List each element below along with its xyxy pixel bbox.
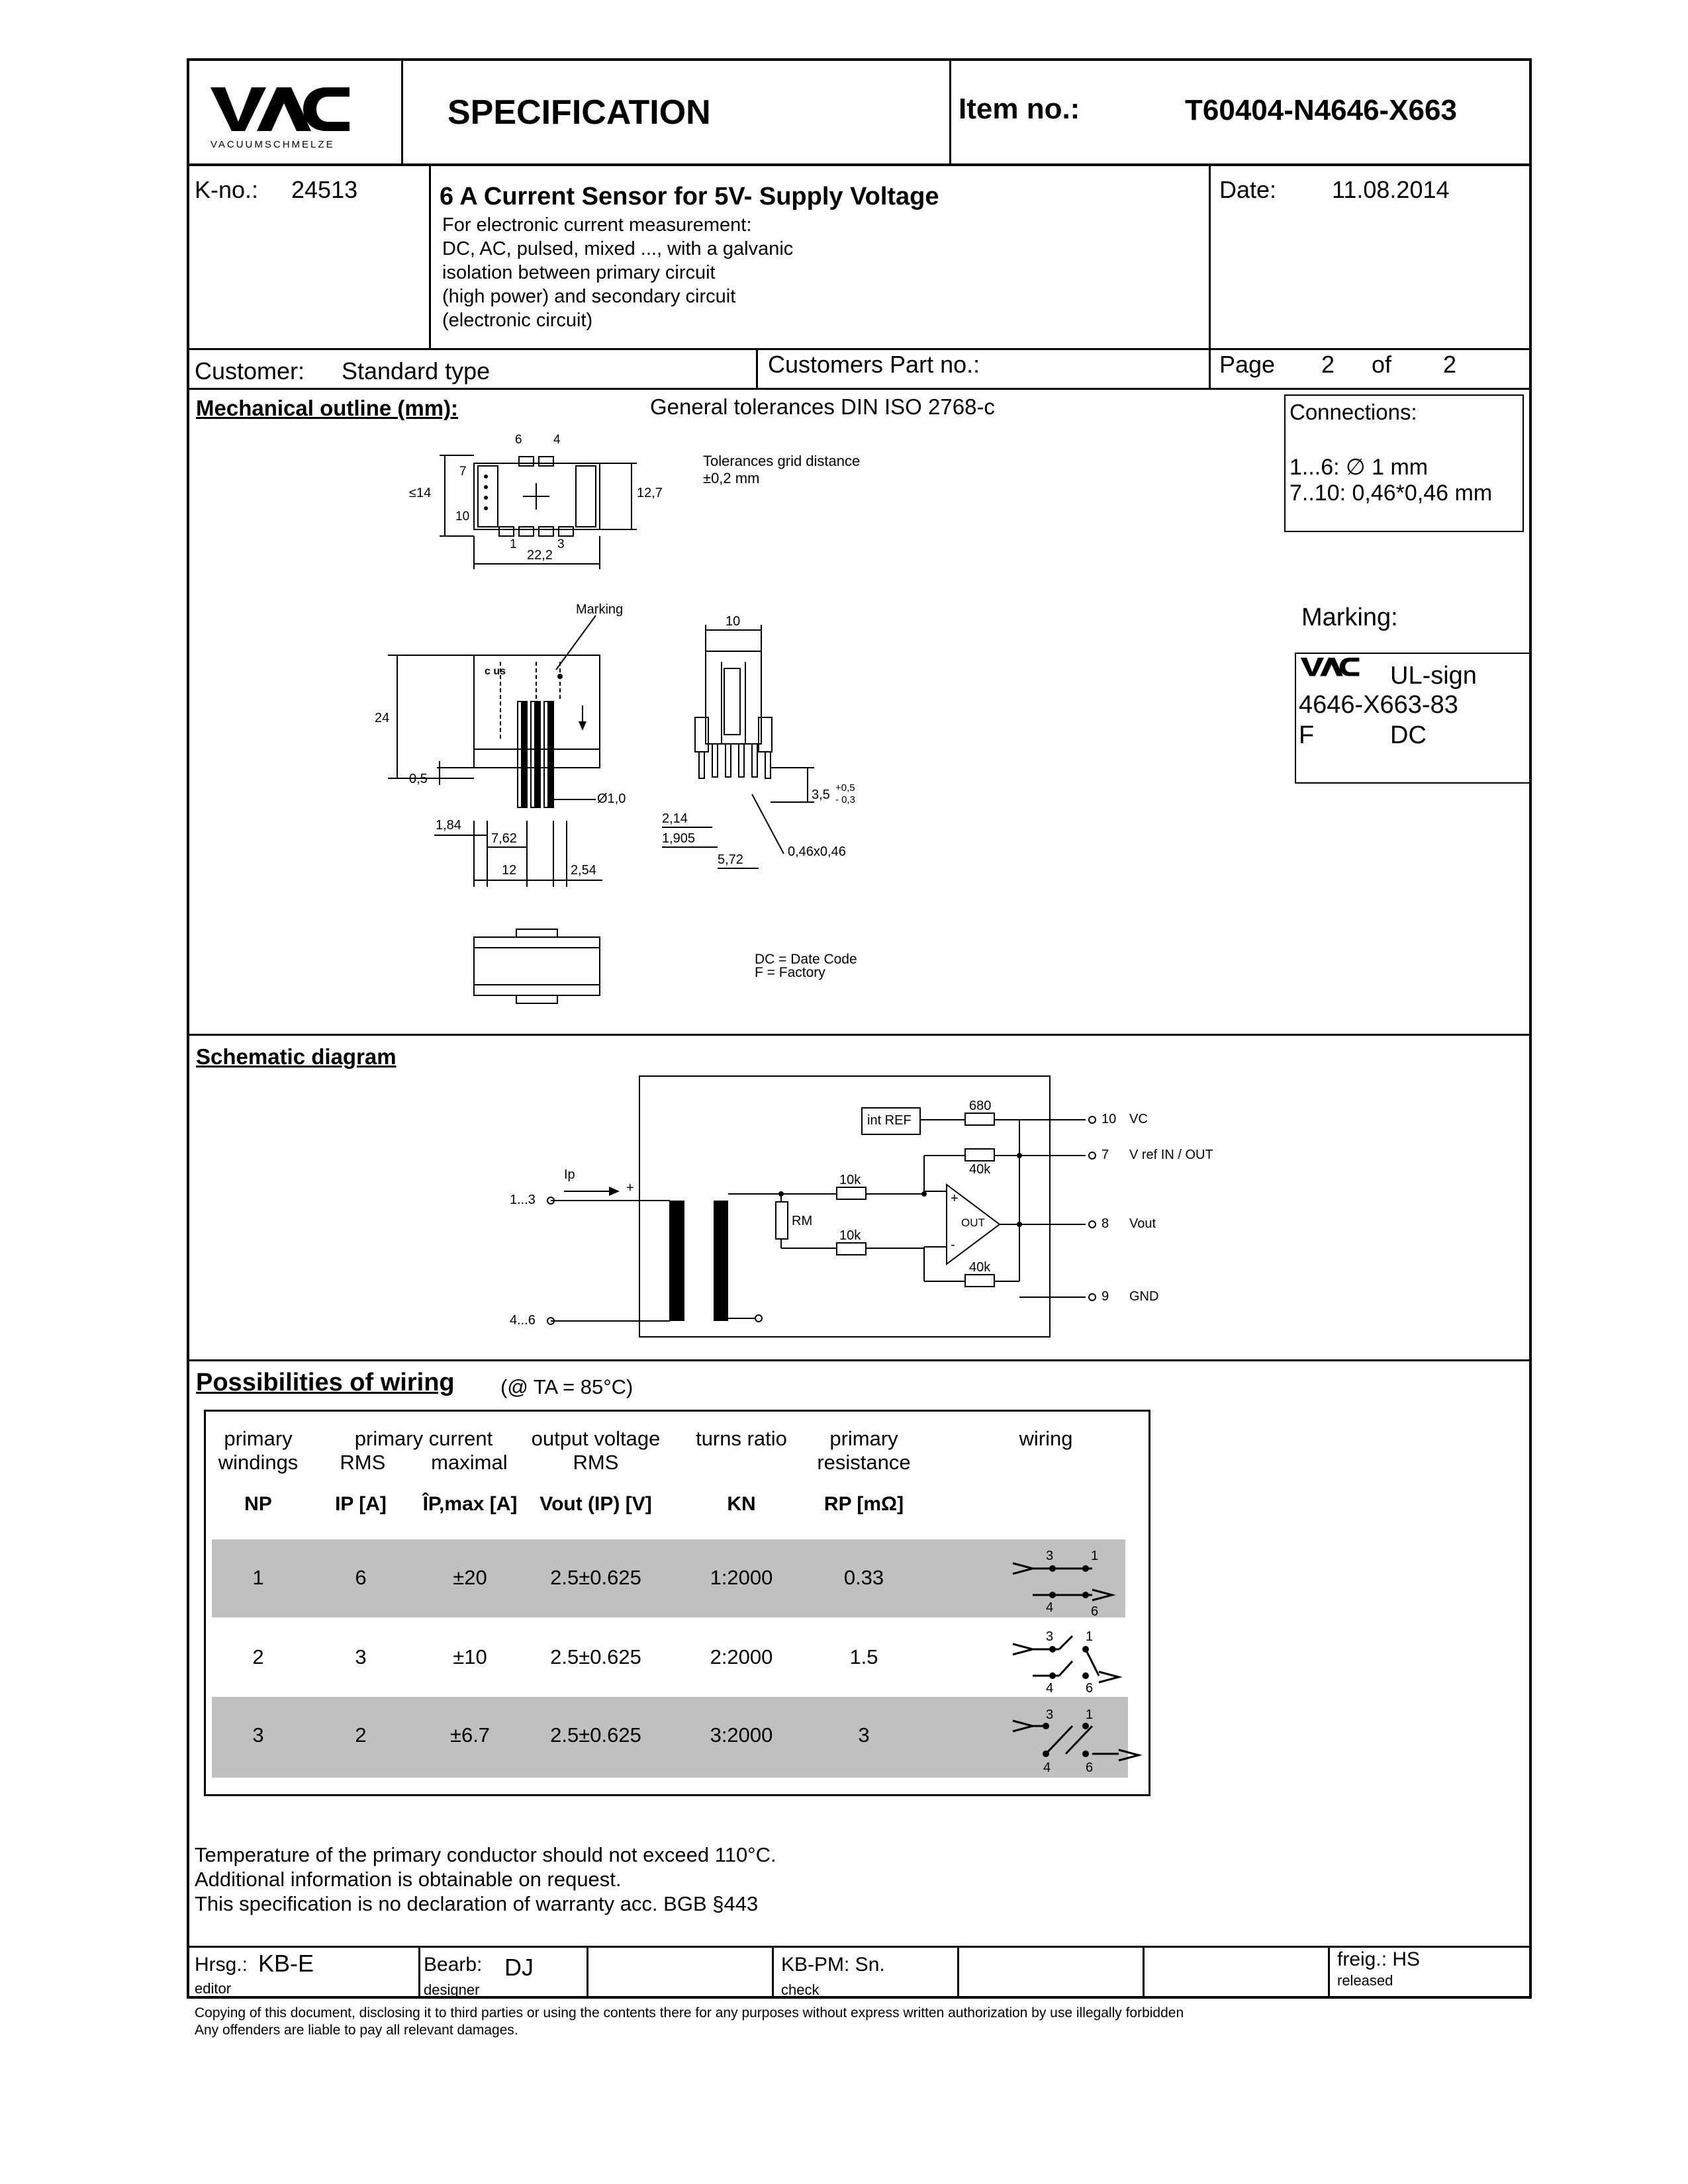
dim-1-905: 1,905	[662, 831, 696, 846]
mechanical-heading: Mechanical outline (mm):	[196, 396, 459, 420]
cell-kn: 1:2000	[710, 1566, 773, 1589]
dim-diameter: Ø1,0	[597, 792, 626, 806]
note-line: This specification is no declaration of warranty acc. BGB §443	[195, 1892, 759, 1915]
sym-ipmax: ÎP,max [A]	[422, 1493, 518, 1515]
wire-pin3-r2: 3	[1046, 1629, 1054, 1644]
kbpm-label: KB-PM: Sn.	[781, 1954, 885, 1976]
bearb-label: Bearb:	[424, 1954, 483, 1976]
header-divider-bottom	[187, 163, 1532, 166]
item-number: T60404-N4646-X663	[1185, 94, 1457, 126]
dim-3-5: 3,5	[812, 788, 830, 802]
plus-label: +	[626, 1181, 634, 1195]
wire-pin1-r1: 1	[1091, 1549, 1099, 1563]
general-tolerances: General tolerances DIN ISO 2768-c	[650, 394, 995, 419]
vref-label: V ref IN / OUT	[1129, 1148, 1213, 1162]
sym-ip: IP [A]	[335, 1493, 387, 1515]
cell-kn: 2:2000	[710, 1645, 773, 1668]
footer-div-2	[586, 1946, 588, 1999]
dim-tol-minus: - 0,3	[835, 794, 856, 805]
pin-7-label: 7	[1102, 1148, 1109, 1162]
sym-vout: Vout (IP) [V]	[539, 1493, 652, 1515]
cell-np: 2	[252, 1645, 264, 1668]
product-title: 6 A Current Sensor for 5V- Supply Voltage	[440, 183, 939, 210]
dim-5-72: 5,72	[718, 852, 743, 867]
dim-1: 1	[510, 537, 517, 551]
dim-2-54: 2,54	[571, 863, 596, 878]
logo-subtitle: VACUUMSCHMELZE	[211, 139, 335, 150]
pin-9-label: 9	[1102, 1289, 1109, 1304]
info-divider-date	[1209, 165, 1211, 389]
connections-title: Connections:	[1289, 400, 1417, 424]
hdr-primary-windings	[205, 1427, 311, 1475]
wire-pin4-r1: 4	[1046, 1600, 1054, 1615]
hrsg-value: KB-E	[258, 1950, 314, 1977]
r40k-top-label: 40k	[969, 1162, 991, 1177]
info-divider-kno	[429, 165, 431, 349]
dim-10: 10	[455, 510, 470, 523]
r680-label: 680	[969, 1099, 992, 1113]
header-divider-1	[401, 58, 403, 165]
copyright-line-1: Copying of this document, disclosing it to third parties or using the contents there for any purposes without express written authorization by use illegally forbidden	[195, 2005, 1184, 2021]
header-divider-2	[949, 58, 951, 165]
hdr-turns-ratio	[682, 1427, 801, 1451]
desc-line: (electronic circuit)	[442, 310, 593, 331]
marking-dc: DC	[1390, 721, 1427, 749]
connections-line2: 7..10: 0,46*0,46 mm	[1289, 480, 1493, 506]
page-of: of	[1372, 351, 1392, 378]
cell-vout: 2.5±0.625	[550, 1566, 641, 1589]
footer-div-3	[772, 1946, 774, 1999]
dim-12: 12	[502, 863, 517, 878]
wire-pin3-r1: 3	[1046, 1549, 1054, 1563]
hdr-l2: RMS maximal	[340, 1451, 508, 1474]
r40k-bottom-label: 40k	[969, 1260, 991, 1275]
customer-label: Customer:	[195, 357, 305, 385]
f-note: F = Factory	[755, 965, 825, 980]
date-value: 11.08.2014	[1332, 176, 1450, 203]
marking-f: F	[1299, 721, 1315, 749]
customer-part-label: Customers Part no.:	[768, 351, 980, 378]
dim-22-2: 22,2	[527, 548, 553, 563]
hrsg-label: Hrsg.:	[195, 1954, 248, 1976]
pin-4-6-label: 4...6	[510, 1313, 536, 1328]
pin-8-label: 8	[1102, 1216, 1109, 1231]
pin-1-3-label: 1...3	[510, 1193, 536, 1207]
dim-10b: 10	[726, 614, 741, 629]
desc-line: (high power) and secondary circuit	[442, 286, 736, 307]
cell-ip: 3	[355, 1645, 367, 1668]
cell-ipmax: ±6.7	[449, 1723, 491, 1747]
marking-code: 4646-X663-83	[1299, 691, 1458, 719]
wire-pin6-r2: 6	[1086, 1681, 1094, 1696]
dim-6: 6	[515, 433, 522, 447]
kno-value: 24513	[291, 176, 358, 203]
marking-label: Marking	[576, 602, 624, 617]
vout-label: Vout	[1129, 1216, 1156, 1231]
wire-pin6-r1: 6	[1091, 1604, 1099, 1619]
wire-pin4-r3: 4	[1043, 1760, 1051, 1775]
item-label: Item no.:	[959, 93, 1080, 125]
page-number: 2	[1321, 351, 1335, 378]
kno-label: K-no.:	[195, 176, 259, 203]
doc-title: SPECIFICATION	[447, 93, 711, 132]
dim-1-84: 1,84	[436, 818, 461, 833]
check-caption: check	[781, 1981, 820, 1998]
wire-pin3-r3: 3	[1046, 1707, 1054, 1722]
dim-2-14: 2,14	[662, 811, 688, 826]
wire-pin1-r2: 1	[1086, 1629, 1094, 1644]
footer-div-1	[418, 1946, 420, 1999]
marking-vac-logo	[1300, 657, 1360, 682]
dim-12-7: 12,7	[637, 486, 663, 500]
footer-div-6	[1328, 1946, 1330, 1999]
note-line: Additional information is obtainable on request.	[195, 1868, 622, 1891]
schematic-heading: Schematic diagram	[196, 1044, 397, 1069]
freig-label: freig.: HS	[1337, 1948, 1421, 1970]
vac-logo	[211, 85, 350, 144]
connections-line1: 1...6: ∅ 1 mm	[1289, 455, 1429, 480]
wiring-heading	[196, 1369, 455, 1397]
rm-label: RM	[792, 1214, 813, 1228]
cell-ip: 2	[355, 1723, 367, 1747]
dim-3: 3	[557, 537, 565, 551]
wire-pin1-r3: 1	[1086, 1707, 1094, 1722]
cell-kn: 3:2000	[710, 1723, 773, 1747]
opamp-plus: +	[951, 1191, 959, 1206]
wire-pin4-r2: 4	[1046, 1681, 1054, 1696]
desc-line: isolation between primary circuit	[442, 262, 716, 283]
cell-np: 1	[252, 1566, 264, 1589]
editor-caption: editor	[195, 1980, 232, 1997]
note-line: Temperature of the primary conductor should not exceed 110°C.	[195, 1843, 776, 1866]
info-divider-custpart	[756, 348, 758, 389]
grid-tolerance-1: Tolerances grid distance	[703, 453, 861, 469]
desc-line: For electronic current measurement:	[442, 214, 752, 236]
desc-line: DC, AC, pulsed, mixed ..., with a galvanic	[442, 238, 794, 259]
info-line-2	[187, 388, 1532, 390]
sym-rp: RP [mΩ]	[823, 1493, 904, 1515]
opamp-minus: -	[951, 1238, 955, 1252]
info-line-1	[187, 348, 1532, 350]
hdr-primary-resistance	[801, 1427, 927, 1475]
hdr-l2: windings	[218, 1451, 299, 1474]
cell-rp: 0.33	[843, 1566, 884, 1589]
dc-note: DC = Date Code	[755, 952, 857, 967]
hdr-l1: turns ratio	[696, 1427, 787, 1450]
page-label: Page	[1219, 351, 1276, 378]
gnd-label: GND	[1129, 1289, 1159, 1304]
cell-rp: 3	[858, 1723, 870, 1747]
cell-ip: 6	[355, 1566, 367, 1589]
dim-4: 4	[553, 433, 561, 447]
hdr-l1: primary	[224, 1427, 293, 1450]
copyright-line-2: Any offenders are liable to pay all relevant damages.	[195, 2023, 518, 2038]
date-label: Date:	[1219, 176, 1277, 203]
opamp-out-label: OUT	[961, 1216, 985, 1229]
dim-7: 7	[459, 465, 467, 478]
dim-pin: 0,46x0,46	[788, 844, 846, 859]
int-ref-label: int REF	[867, 1113, 912, 1128]
cell-vout: 2.5±0.625	[550, 1723, 641, 1747]
footer-div-5	[1143, 1946, 1145, 1999]
wire-pin6-r3: 6	[1086, 1760, 1094, 1775]
customer-value: Standard type	[342, 357, 491, 385]
cell-np: 3	[252, 1723, 264, 1747]
notes	[195, 1843, 776, 1916]
r10k-top-label: 10k	[839, 1173, 861, 1187]
bearb-value: DJ	[504, 1954, 534, 1981]
vc-label: VC	[1129, 1112, 1148, 1126]
designer-caption: designer	[424, 1981, 480, 1998]
grid-tolerance-2: ±0,2 mm	[703, 470, 760, 486]
ip-label: Ip	[564, 1167, 575, 1182]
sym-kn: KN	[727, 1493, 756, 1515]
wiring-heading-text: Possibilities of wiring	[196, 1369, 455, 1396]
page-total: 2	[1443, 351, 1457, 378]
hdr-l1: primary current	[354, 1427, 493, 1450]
dim-7-62: 7,62	[491, 831, 517, 846]
hdr-l1: wiring	[1019, 1427, 1073, 1450]
dim-le14: ≤14	[409, 486, 432, 500]
hdr-output-voltage	[523, 1427, 669, 1475]
product-description	[442, 213, 793, 332]
sym-np: NP	[244, 1493, 272, 1515]
wiring-condition: (@ TA = 85°C)	[500, 1375, 633, 1398]
dim-tol-plus: +0,5	[835, 782, 855, 794]
footer-div-4	[957, 1946, 959, 1999]
cell-ipmax: ±10	[453, 1645, 487, 1668]
pin-10-label: 10	[1102, 1112, 1117, 1126]
dim-0-5: 0,5	[409, 772, 428, 786]
r10k-bottom-label: 10k	[839, 1228, 861, 1243]
marking-ul: UL-sign	[1390, 662, 1477, 690]
hdr-l1: output voltage	[531, 1427, 661, 1450]
marking-title: Marking:	[1301, 604, 1398, 631]
cell-vout: 2.5±0.625	[550, 1645, 641, 1668]
hdr-l2: resistance	[817, 1451, 911, 1474]
ul-sign: c us	[485, 666, 506, 677]
hdr-primary-current	[311, 1427, 536, 1475]
hdr-l1: primary	[829, 1427, 898, 1450]
hdr-l2: RMS	[573, 1451, 619, 1474]
schematic-divider-top	[187, 1034, 1532, 1036]
released-caption: released	[1337, 1972, 1393, 1989]
wiring-divider-top	[187, 1359, 1532, 1361]
cell-rp: 1.5	[849, 1645, 878, 1668]
cell-ipmax: ±20	[453, 1566, 487, 1589]
hdr-wiring	[980, 1427, 1112, 1451]
dim-24: 24	[375, 711, 390, 725]
